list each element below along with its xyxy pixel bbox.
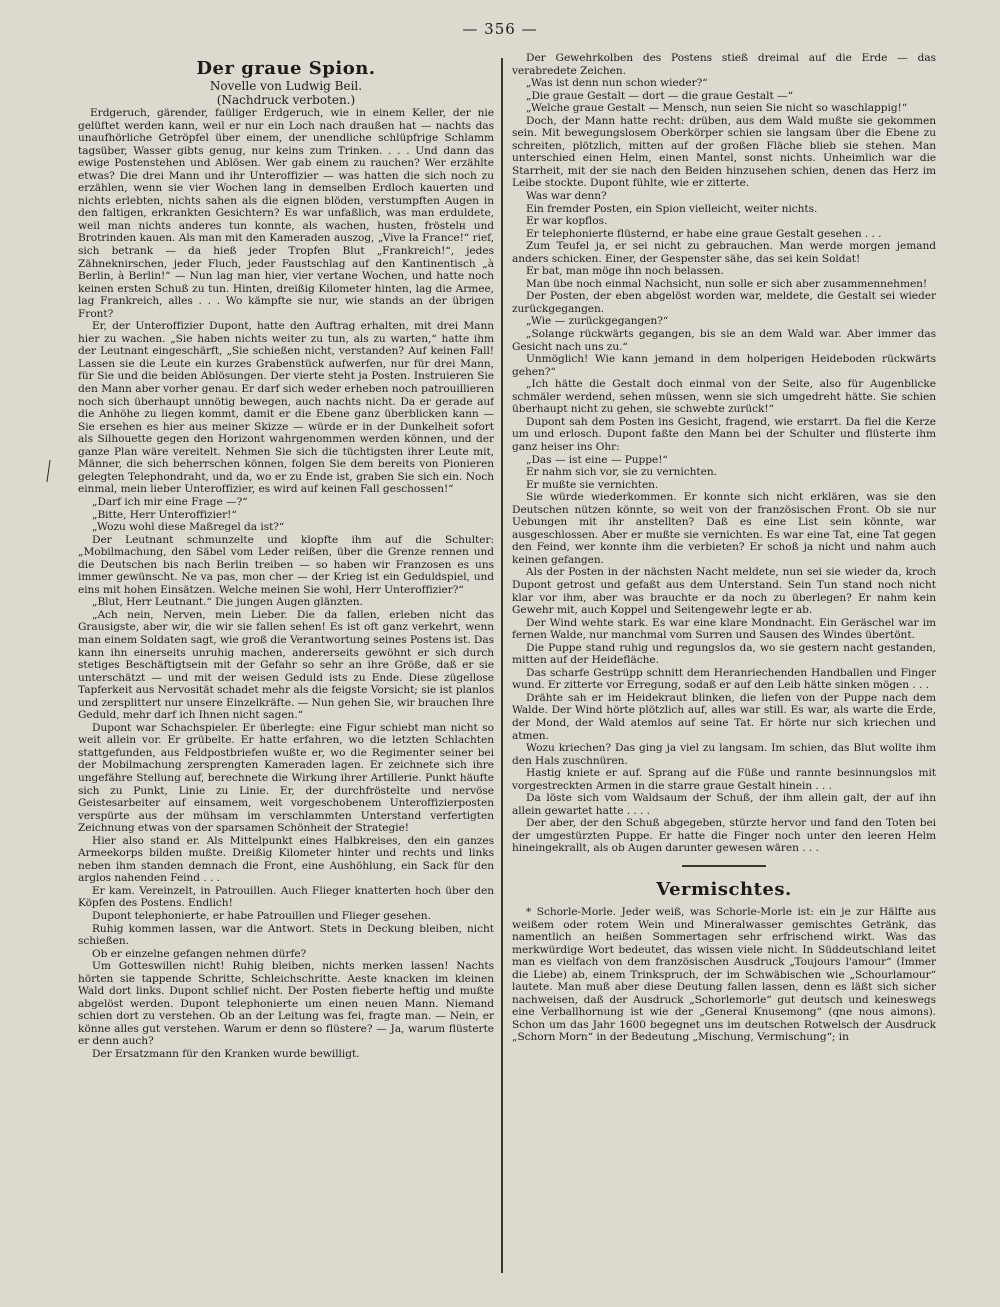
story-title: Der graue Spion. [196, 58, 376, 79]
story-paragraph: Was war denn? [526, 190, 607, 203]
story-text-left [78, 107, 494, 1061]
story-paragraph: Als der Posten in der nächsten Nacht meldete, nun sei sie wieder da, kroch Dupont getrost und gefaßt aus dem Unterstand. Sein Tun stand noch nicht klar vor ihm, aber was brauchte er da noch zu überlegen? Er nahm kein Gewehr mit, auch Koppel und Seitengewehr legte er ab. [512, 566, 936, 617]
story-paragraph: „Wozu wohl diese Maßregel da ist?“ [92, 521, 285, 534]
story-paragraph: Dupont war Schachspieler. Er überlegte: eine Figur schiebt man nicht so weit allein vor. Er grübelte. Er hatte erfahren, wo die letzten Schlachten stattgefunden, aus Feldpostbriefen wußte er, wo die Regimenter seiner bei der Mobilmachung zersprengten Kameraden lagen. Er zeichnete sich ihre ungefähre Stellung auf, berechnete die Wirkung ihrer Artillerie. Punkt häufte sich zu Punkt, Linie zu Linie. Er, der durchfröstelte und nervöse Geistesarbeiter auf einsamem, weit vorgeschobenem Unteroffizierposten verspürte aus der mühsam im verschlammten Unterstand verfertigten Zeichnung etwas von der sparsamen Schönheit der Strategie! [78, 721, 494, 835]
story-paragraph: Er mußte sie vernichten. [526, 478, 659, 491]
story-paragraph: Zum Teufel ja, er sei nicht zu gebrauchen. Man werde morgen jemand anders schicken. Einer, der Gespenster sähe, das sei kein Soldat! [512, 240, 936, 265]
story-paragraph: Wozu kriechen? Das ging ja viel zu langsam. Im schien, das Blut wollte ihm den Hals zuschnüren. [512, 742, 936, 767]
story-paragraph: Er bat, man möge ihn noch belassen. [526, 265, 724, 278]
misc-paragraph: * Schorle-Morle. Jeder weiß, was Schorle-Morle ist: ein je zur Hälfte aus weißem oder rotem Wein und Mineralwasser gemischtes Getränk, das namentlich an heißen Sommertagen sehr erfrischend wirkt. Was das merkwürdige Wort bedeutet, das wissen viele nicht. In Süddeutschland leitet man es vielfach von dem französischen Ausdruck „Toujours l'amour“ (Immer die Liebe) ab, einem Trinkspruch, der im Schwäbischen wie „Schourlamour“ lautete. Man muß aber diese Deutung fallen lassen, denn es läßt sich sicher nachweisen, daß der Ausdruck „Schorlemorle“ gut deutsch und keineswegs eine Verballhornung ist wie der „General Knusemong“ (qne nous aimons). Schon um das Jahr 1600 begegnet uns im deutschen Rotwelsch der Ausdruck „Schorn Morn“ in der Bedeutung „Mischung, Vermischung“; in [512, 906, 936, 1044]
story-paragraph: Da löste sich vom Waldsaum der Schuß, der ihm allein galt, der auf ihn allein gewartet hatte . . . . [512, 792, 936, 817]
story-paragraph: Ein fremder Posten, ein Spion vielleicht, weiter nichts. [526, 202, 818, 215]
left-column [78, 52, 494, 1292]
misc-text [512, 906, 936, 1044]
page-number: — 356 — [462, 20, 538, 38]
margin-pencil-mark [46, 460, 50, 482]
story-paragraph: Der aber, der den Schuß abgegeben, stürzte hervor und fand den Toten bei der umgestürzten Puppe. Er hatte die Finger noch unter den leeren Helm hineingekrallt, als ob Augen darunter gewesen wären . . . [512, 817, 936, 855]
story-paragraph: Um Gotteswillen nicht! Ruhig bleiben, nichts merken lassen! Nachts hörten sie tappende Schritte, Schleichschritte. Aeste knacken im kleinen Wald dort links. Dupont schlief nicht. Der Posten fieberte heftig und mußte abgelöst werden. Dupont telephonierte um einen neuen Mann. Niemand schien dort zu verstehen. Ob an der Leitung was fei, fragte man. — Nein, er könne alles gut verstehen. Warum er denn so flüstere? — Ja, warum flüsterte er denn auch? [78, 960, 494, 1048]
story-paragraph: „Die graue Gestalt — dort — die graue Gestalt —“ [526, 89, 793, 102]
story-paragraph: Er kam. Vereinzelt, in Patrouillen. Auch Flieger knatterten hoch über den Köpfen des Postens. Endlich! [78, 884, 494, 910]
story-paragraph: Der Wind wehte stark. Es war eine klare Mondnacht. Ein Geräschel war im fernen Walde, nur manchmal vom Surren und Sausen des Windes übertönt. [512, 616, 936, 642]
reprint-note: (Nachdruck verboten.) [216, 93, 356, 107]
story-paragraph: „Welche graue Gestalt — Mensch, nun seien Sie nicht so waschlappig!“ [526, 102, 908, 115]
story-paragraph: Dupont sah dem Posten ins Gesicht, fragend, wie erstarrt. Da fiel die Kerze um und erlosch. Dupont faßte den Mann bei der Schulter und flüsterte ihm ganz heiser ins Ohr: [512, 415, 936, 453]
story-paragraph: „Das — ist eine — Puppe!“ [526, 453, 668, 466]
story-paragraph: Man übe noch einmal Nachsicht, nun solle er sich aber zusammennehmen! [526, 277, 928, 290]
story-paragraph: Der Posten, der eben abgelöst worden war, meldete, die Gestalt sei wieder zurückgegangen. [512, 290, 936, 315]
story-paragraph: Unmöglich! Wie kann jemand in dem holperigen Heideboden rückwärts gehen?“ [512, 353, 936, 378]
story-paragraph: „Wie — zurückgegangen?“ [526, 315, 669, 328]
story-paragraph: Er war kopflos. [526, 215, 608, 228]
story-paragraph: „Solange rückwärts gegangen, bis sie an dem Wald war. Aber immer das Gesicht nach uns zu.“ [512, 328, 936, 353]
story-paragraph: Er nahm sich vor, sie zu vernichten. [526, 466, 717, 479]
misc-title: Vermischtes. [656, 879, 792, 900]
story-text-right [512, 52, 936, 855]
story-paragraph: „Ich hätte die Gestalt doch einmal von der Seite, also für Augenblicke schmäler werdend, sehen müssen, wenn sie sich umgedreht hätte. Sie schien überhaupt nicht zu gehen, sie schwebte zurück!“ [512, 378, 936, 416]
story-subtitle: Novelle von Ludwig Beil. [209, 79, 363, 93]
story-paragraph: „Bitte, Herr Unteroffizier!“ [92, 508, 237, 521]
story-paragraph: Ob er einzelne gefangen nehmen dürfe? [92, 947, 307, 960]
story-paragraph: „Darf ich mir eine Frage —?“ [92, 495, 248, 508]
story-paragraph: Erdgeruch, gärender, faüliger Erdgeruch, wie in einem Keller, der nie gelüftet werden kann, weil er nur ein Loch nach draußen hat — nachts das unaufhörliche Getröpfel über einem, der unendliche schlüpfrige Schlamm tagsüber, Wasser gibts genug, nur keins zum Trinken. . . . Und dann das ewige Postenstehen und Ablösen. Wer gab einem zu rauchen? Wer erzählte etwas? Die drei Mann und ihr Unteroffizier — was hatten die sich noch zu erzählen, wenn sie vier Wochen lang in demselben Erdloch kauerten und nichts erlebten, nichts sahen als die eignen blöden, verstumpften Augen in den faltigen, erkrankten Gesichtern? Es war unfaßlich, was man erduldete, weil man nichts anderes tun konnte, als wachen, husten, fröstelн und Brotrinden kauen. Als man mit den Kameraden auszog, „Vive la France!“ rief, sich betrank — da hieß jeder Tropfen Blut „Frankreich!“, jedes Zähneknirschen, jeder Fluch, jeder Faustschlag auf den Kantinentisch „à Berlin, à Berlin!“ — Nun lag man hier, vier vertane Wochen, und hatte noch keinen ersten Schuß zu tun. Hinten, dreißig Kilometer hinten, lag die Armee, lag Frankreich, alles . . . Wo kämpfte sie nur, wie stands an der übrigen Front? [78, 107, 494, 320]
story-paragraph: Er telephonierte flüsternd, er habe eine graue Gestalt gesehen . . . [526, 227, 882, 240]
story-paragraph: Drähte sah er im Heidekraut blinken, die liefen von der Puppe nach dem Walde. Der Wind hörte plötzlich auf, alles war still. Es war, als warte die Erde, der Mond, der Wald atemlos auf seine Tat. Er hörte nur sich kriechen und atmen. [512, 691, 936, 742]
story-paragraph: Hier also stand er. Als Mittelpunkt eines Halbkreises, den ein ganzes Armeekorps bilden mußte. Dreißig Kilometer hinter und rechts und links neben ihm standen demnach die Front, eine Aushöhlung, ein Sack für den arglos nahenden Feind . . . [78, 834, 494, 885]
column-divider [501, 58, 503, 1273]
story-paragraph: Doch, der Mann hatte recht: drüben, aus dem Wald mußte sie gekommen sein. Mit bewegungslosem Oberkörper schien sie langsam über die Ebene zu schreiten, plötzlich, mitten auf der großen Fläche blieb sie stehen. Man unterschied einen Helm, einen Mantel, sonst nichts. Unheimlich war die Starrheit, mit der sie nach den Beiden hinzusehen schien, denen das Herz im Leibe stockte. Dupont fühlte, wie er zitterte. [512, 114, 936, 190]
story-paragraph: „Blut, Herr Leutnant.“ Die jungen Augen glänzten. [92, 596, 363, 609]
story-paragraph: Der Ersatzmann für den Kranken wurde bewilligt. [92, 1048, 360, 1061]
right-column [512, 52, 936, 1292]
story-paragraph: Sie würde wiederkommen. Er konnte sich nicht erklären, was sie den Deutschen nützen könnte, so weit von der französischen Front. Ob sie nur Uebungen mit ihr anstellten? Daß es eine List sein könnte, war ausgeschlossen. Aber er mußte sie vernichten. Es war eine Tat, eine Tat gegen den Feind, wer konnte ihm die verbieten? Er schoß ja nicht und nahm auch keinen gefangen. [512, 491, 936, 566]
story-paragraph: Der Gewehrkolben des Postens stieß dreimal auf die Erde — das verabredete Zeichen. [512, 52, 936, 77]
story-paragraph: Das scharfe Gestrüpp schnitt dem Heranriechenden Handballen und Finger wund. Er zitterte vor Erregung, sodaß er auf den Leib hätte sinken mögen . . . [512, 666, 936, 692]
story-paragraph: „Was ist denn nun schon wieder?“ [526, 77, 708, 90]
story-paragraph: Hastig kniete er auf. Sprang auf die Füße und rannte besinnungslos mit vorgestreckten Armen in die starre graue Gestalt hinein . . . [512, 767, 936, 792]
story-paragraph: Ruhig kommen lassen, war die Antwort. Stets in Deckung bleiben, nicht schießen. [78, 922, 494, 948]
story-paragraph: Er, der Unteroffizier Dupont, hatte den Auftrag erhalten, mit drei Mann hier zu wachen. „Sie haben nichts weiter zu tun, als zu warten,“ hatte ihm der Leutnant eingeschärft, „Sie schießen nicht, verstanden? Auf keinen Fall! Lassen sie die Leute ein kurzes Grabenstück aufwerfen, nur für drei Mann, für Sie und die beiden Ablösungen. Der vierte steht ja Posten. Instruieren Sie den Mann aber vorher genau. Er darf sich weder erheben noch patrouillieren noch sich überhaupt unnötig bewegen, auch nachts nicht. Da er gerade auf die Anhöhe zu liegen kommt, damit er die Ebene ganz überblicken kann — Sie ersehen es hier aus meiner Skizze — würde er in der Dunkelheit sofort als Silhouette gegen den Horizont wahrgenommen werden können, und der ganze Plan wäre vereitelt. Nehmen Sie sich die tüchtigsten ihrer Leute mit, Männer, die sich beherrschen können, folgen Sie dem bereits von Pionieren gelegten Telephondraht, und da, wo er zu Ende ist, graben Sie sich ein. Noch einmal, mein lieber Unteroffizier, es wird auf keinen Fall geschossen!“ [78, 320, 494, 496]
section-divider [682, 865, 766, 867]
story-paragraph: Dupont telephonierte, er habe Patrouillen und Flieger gesehen. [92, 910, 431, 922]
story-paragraph: Der Leutnant schmunzelte und klopfte ihm auf die Schulter: „Mobilmachung, den Säbel vom Leder reißen, über die Grenze rennen und die Deutschen bis nach Berlin treiben — so haben wir Franzosen es uns immer gewünscht. Ne va pas, mon cher — der Krieg ist ein Geduldspiel, und eins mit hohen Einsätzen. Welche meinen Sie wohl, Herr Unteroffizier?“ [78, 533, 494, 596]
story-paragraph: „Ach nein, Nerven, mein Lieber. Die da fallen, erleben nicht das Grausigste, aber wir, die wir sie fallen sehen! Es ist oft ganz verkehrt, wenn man einem Soldaten sagt, wie groß die Verantwortung seines Postens ist. Das kann ihn einerseits unruhig machen, andererseits gewöhnt er sich durch stetiges Beschäftigtsein mit der Gefahr so sehr an ihre Größe, daß er sie unterschätzt — und mit der weisen Geduld ists zu Ende. Diese zügellose Tapferkeit aus Nervosität schadet mehr als die feigste Vorsicht; sie ist planlos und zersplittert nur unsere Einzelkräfte. — Nun gehen Sie, wir brauchen Ihre Geduld, mehr darf ich Ihnen nicht sagen.“ [78, 608, 494, 722]
story-paragraph: Die Puppe stand ruhig und regungslos da, wo sie gestern nacht gestanden, mitten auf der Heidefläche. [512, 641, 936, 667]
